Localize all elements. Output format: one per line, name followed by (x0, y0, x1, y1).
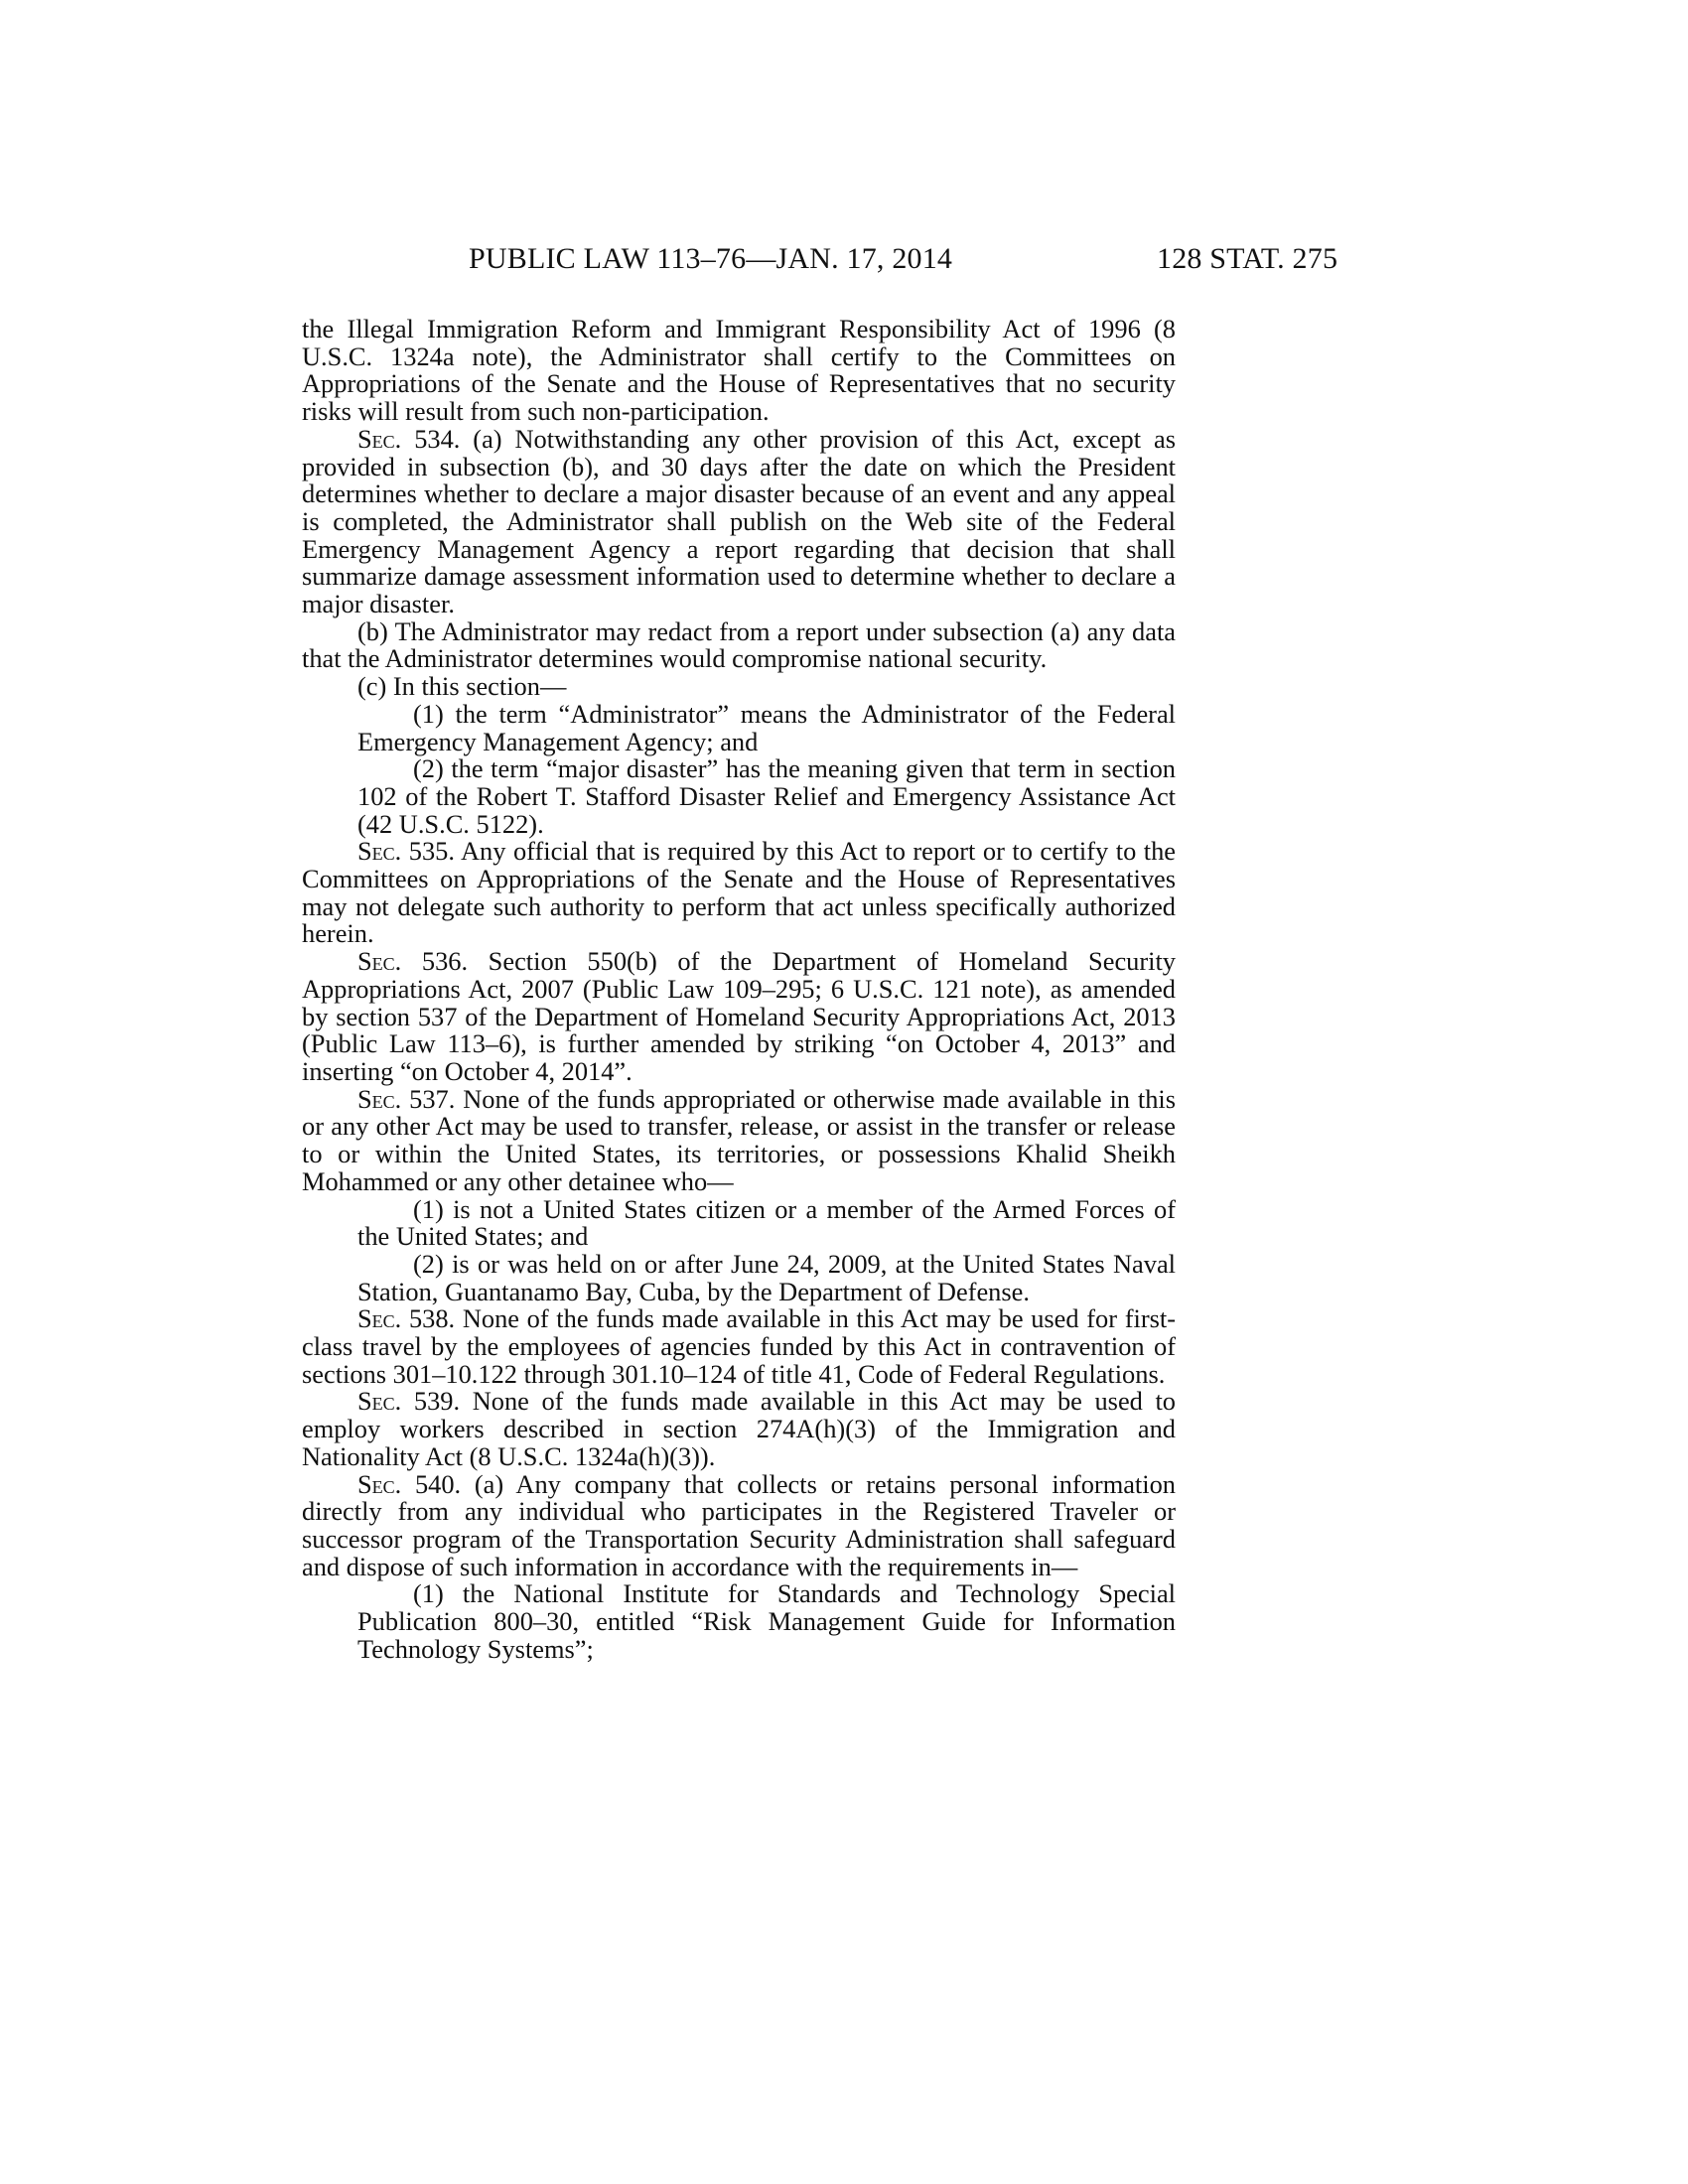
section-539 (302, 1388, 1176, 1470)
section-540-a (302, 1468, 1176, 1581)
section-536-text: Section 550(b) of the Department of Homeland Security Appropriations Act, 2007 (Public Law 109–295; 6 U.S.C. 121 note), as amended by section 537 of the Department of Homeland Security Appropriations Act, 2013 (Public Law 113–6), is further amended by striking “on October 4, 2013” and inserting “on October 4, 2014”. (302, 946, 1177, 1086)
section-538 (302, 1305, 1176, 1388)
section-540-a-text: (a) Any company that collects or retains personal information directly from any individual who participates in the Registered Traveler or successor program of the Transportation Security Administration shall safeguard and dispose of such information in accordance with the requirements in— (302, 1468, 1176, 1581)
section-534-c-2: (2) the term “major disaster” has the meaning given that term in section 102 of the Robert T. Stafford Disaster Relief and Emergency Assistance Act (42 U.S.C. 5122). (357, 753, 1176, 839)
section-534-c-1: (1) the term “Administrator” means the Administrator of the Federal Emergency Management Agency; and (357, 698, 1176, 756)
section-540-label: Sec. 540. (357, 1468, 462, 1499)
section-538-label: Sec. 538. (357, 1303, 456, 1334)
section-534-a (302, 423, 1176, 619)
section-538-text: None of the funds made available in this Act may be used for first-class travel by the employees of agencies funded by this Act in contravention of sections 301–10.122 through 301.10–124 of title 41, Code of Federal Regulations. (302, 1303, 1176, 1389)
section-540-a-1: (1) the National Institute for Standards and Technology Special Publication 800–30, entitled “Risk Management Guide for Information Technology Systems”; (357, 1578, 1176, 1664)
section-537-1: (1) is not a United States citizen or a member of the Armed Forces of the United States; and (357, 1193, 1176, 1252)
section-535-text: Any official that is required by this Act to report or to certify to the Committees on Appropriations of the Senate and the House of Representatives may not delegate such authority to perform that act unless specifically authorized herein. (302, 836, 1176, 949)
section-534-label: Sec. 534. (357, 423, 461, 454)
section-539-text: None of the funds made available in this Act may be used to employ workers described in section 274A(h)(3) of the Immigration and Nationality Act (8 U.S.C. 1324a(h)(3)). (302, 1386, 1176, 1471)
section-537-label: Sec. 537. (357, 1083, 456, 1114)
section-535-label: Sec. 535. (357, 836, 455, 867)
paragraph-continuation: the Illegal Immigration Reform and Immigrant Responsibility Act of 1996 (8 U.S.C. 1324a note), the Administrator shall certify to the Committees on Appropriations of the Senate and the House of Representatives that no security risks will result from such non-participation. (302, 314, 1176, 427)
section-537 (302, 1083, 1176, 1196)
section-539-label: Sec. 539. (357, 1386, 461, 1417)
section-534-a-text: (a) Notwithstanding any other provision of this Act, except as provided in subsection (b), and 30 days after the date on which the President determines whether to declare a major disaster because of an event and any appeal is completed, the Administrator shall publish on the Web site of the Federal Emergency Management Agency a report regarding that decision that shall summarize damage assessment information used to determine whether to declare a major disaster. (302, 423, 1176, 619)
section-536-label: Sec. 536. (357, 946, 469, 977)
section-537-text: None of the funds appropriated or otherwise made available in this or any other Act may be used to transfer, release, or assist in the transfer or release to or within the United States, its territories, or possessions Khalid Sheikh Mohammed or any other detainee who— (302, 1083, 1176, 1196)
section-535 (302, 838, 1176, 948)
section-534-c: (c) In this section— (357, 671, 567, 702)
document-body (302, 316, 1176, 1663)
section-536 (302, 948, 1176, 1086)
section-534-b: (b) The Administrator may redact from a report under subsection (a) any data that the Administrator determines would compromise national security. (302, 615, 1176, 674)
page-header-stat: 128 STAT. 275 (1157, 242, 1338, 275)
section-537-2: (2) is or was held on or after June 24, 2009, at the United States Naval Station, Guantanamo Bay, Cuba, by the Department of Defense. (357, 1248, 1176, 1306)
page-header-title: PUBLIC LAW 113–76—JAN. 17, 2014 (469, 242, 953, 275)
